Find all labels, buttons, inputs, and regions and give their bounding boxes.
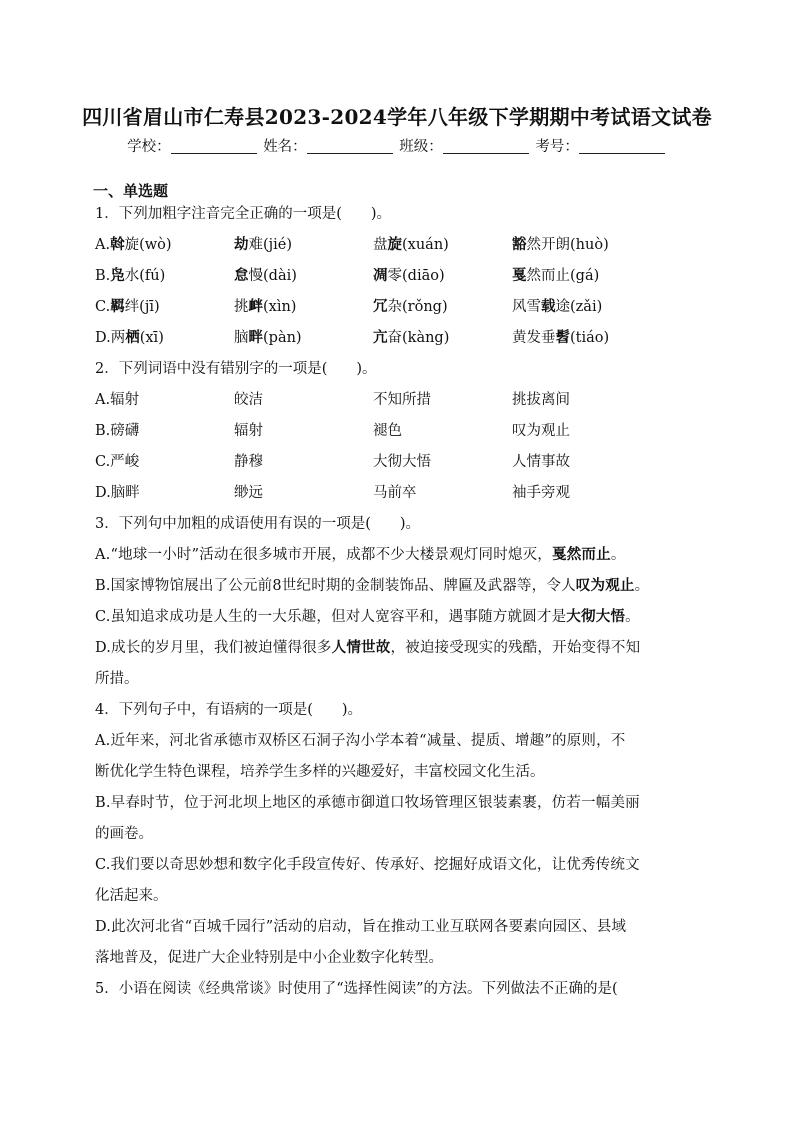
q4-option-d-2: 落地普及，促进广大企业特别是中小企业数字化转型。 <box>95 950 443 966</box>
q2-option-cell: 缈远 <box>234 485 263 501</box>
q2-option-cell: A.辐射 <box>95 392 140 408</box>
school-label: 学校： <box>127 139 171 155</box>
q2-stem: 2．下列词语中没有错别字的一项是( )。 <box>95 361 377 377</box>
q1-option-cell: 挑衅(xìn) <box>234 298 297 315</box>
q4-option-c-1: C.我们要以奇思妙想和数字化手段宣传好、传承好、挖掘好成语文化，让优秀传统文 <box>95 857 640 873</box>
q3-option-a: A.“地球一小时”活动在很多城市开展，成都不少大楼景观灯同时熄灭，戛然而止。 <box>95 546 626 563</box>
q1-stem: 1．下列加粗字注音完全正确的一项是( )。 <box>95 206 392 222</box>
class-blank[interactable] <box>443 139 529 154</box>
q2-option-cell: 人情事故 <box>512 454 570 470</box>
q1-option-cell: 戛然而止(gá) <box>512 267 600 284</box>
name-label: 姓名： <box>263 139 307 155</box>
q1-option-cell: 脑畔(pàn) <box>234 329 302 346</box>
q3-option-b: B.国家博物馆展出了公元前8世纪时期的金制装饰品、牌匾及武器等，令人叹为观止。 <box>95 577 650 594</box>
q3-option-d-cont: 所措。 <box>95 671 139 687</box>
q1-option-cell: 亢奋(kàng) <box>373 329 450 346</box>
q2-option-cell: 挑拔离间 <box>512 392 570 408</box>
q2-option-cell: C.严峻 <box>95 454 140 470</box>
q4-option-c-2: 化活起来。 <box>95 888 168 904</box>
exam-title: 四川省眉山市仁寿县2023-2024学年八年级下学期期中考试语文试卷 <box>82 105 712 129</box>
q2-option-cell: 马前卒 <box>373 485 417 501</box>
q1-option-cell: 怠慢(dài) <box>234 267 297 284</box>
class-label: 班级： <box>399 139 443 155</box>
q2-option-cell: 静穆 <box>234 454 263 470</box>
q2-option-cell: 褪色 <box>373 423 402 439</box>
q3-stem: 3．下列句中加粗的成语使用有误的一项是( )。 <box>95 516 421 532</box>
q4-option-b-1: B.早春时节，位于河北坝上地区的承德市御道口牧场管理区银装素裹，仿若一幅美丽 <box>95 795 640 811</box>
q2-option-cell: 皎洁 <box>234 392 263 408</box>
number-blank[interactable] <box>579 139 665 154</box>
q1-option-cell: 盘旋(xuán) <box>373 236 449 253</box>
q1-option-cell: A.斡旋(wò) <box>95 236 172 253</box>
q2-option-cell: B.磅礴 <box>95 423 140 439</box>
section-heading: 一、单选题 <box>93 182 169 200</box>
q1-option-cell: 凋零(diāo) <box>373 267 445 284</box>
q4-option-b-2: 的画卷。 <box>95 826 153 842</box>
q1-option-cell: 豁然开朗(huò) <box>512 236 609 253</box>
q2-option-cell: D.脑畔 <box>95 485 140 501</box>
q1-option-cell: 劫难(jié) <box>234 236 293 253</box>
q3-option-d: D.成长的岁月里，我们被迫懂得很多人情世故，被迫接受现实的残酷，开始变得不知 <box>95 639 641 656</box>
q1-option-cell: 冗杂(rǒng) <box>373 298 448 315</box>
q1-option-cell: B.凫水(fú) <box>95 267 166 284</box>
name-blank[interactable] <box>307 139 393 154</box>
school-blank[interactable] <box>171 139 257 154</box>
number-label: 考号： <box>535 139 579 155</box>
q2-option-cell: 叹为观止 <box>512 423 570 439</box>
q1-option-cell: D.两栖(xī) <box>95 329 164 346</box>
q5-stem: 5．小语在阅读《经典常谈》时使用了“选择性阅读”的方法。下列做法不正确的是( <box>95 981 618 997</box>
q4-stem: 4．下列句子中，有语病的一项是( )。 <box>95 702 363 718</box>
q4-option-a-2: 断优化学生特色课程，培养学生多样的兴趣爱好，丰富校园文化生活。 <box>95 764 545 780</box>
q2-option-cell: 袖手旁观 <box>512 485 570 501</box>
q3-option-c: C.虽知追求成功是人生的一大乐趣，但对人宽容平和，遇事随方就圆才是大彻大悟。 <box>95 608 640 625</box>
student-info-line <box>0 135 794 156</box>
q1-option-cell: C.羁绊(jī) <box>95 298 160 315</box>
q1-option-cell: 风雪载途(zǎi) <box>512 298 603 315</box>
q2-option-cell: 不知所措 <box>373 392 431 408</box>
q4-option-d-1: D.此次河北省“百城千园行”活动的启动，旨在推动工业互联网各要素向园区、县域 <box>95 919 627 935</box>
q2-option-cell: 大彻大悟 <box>373 454 431 470</box>
q4-option-a-1: A.近年来，河北省承德市双桥区石洞子沟小学本着“减量、提质、增趣”的原则，不 <box>95 733 626 749</box>
q2-option-cell: 辐射 <box>234 423 263 439</box>
q1-option-cell: 黄发垂髫(tiáo) <box>512 329 610 346</box>
